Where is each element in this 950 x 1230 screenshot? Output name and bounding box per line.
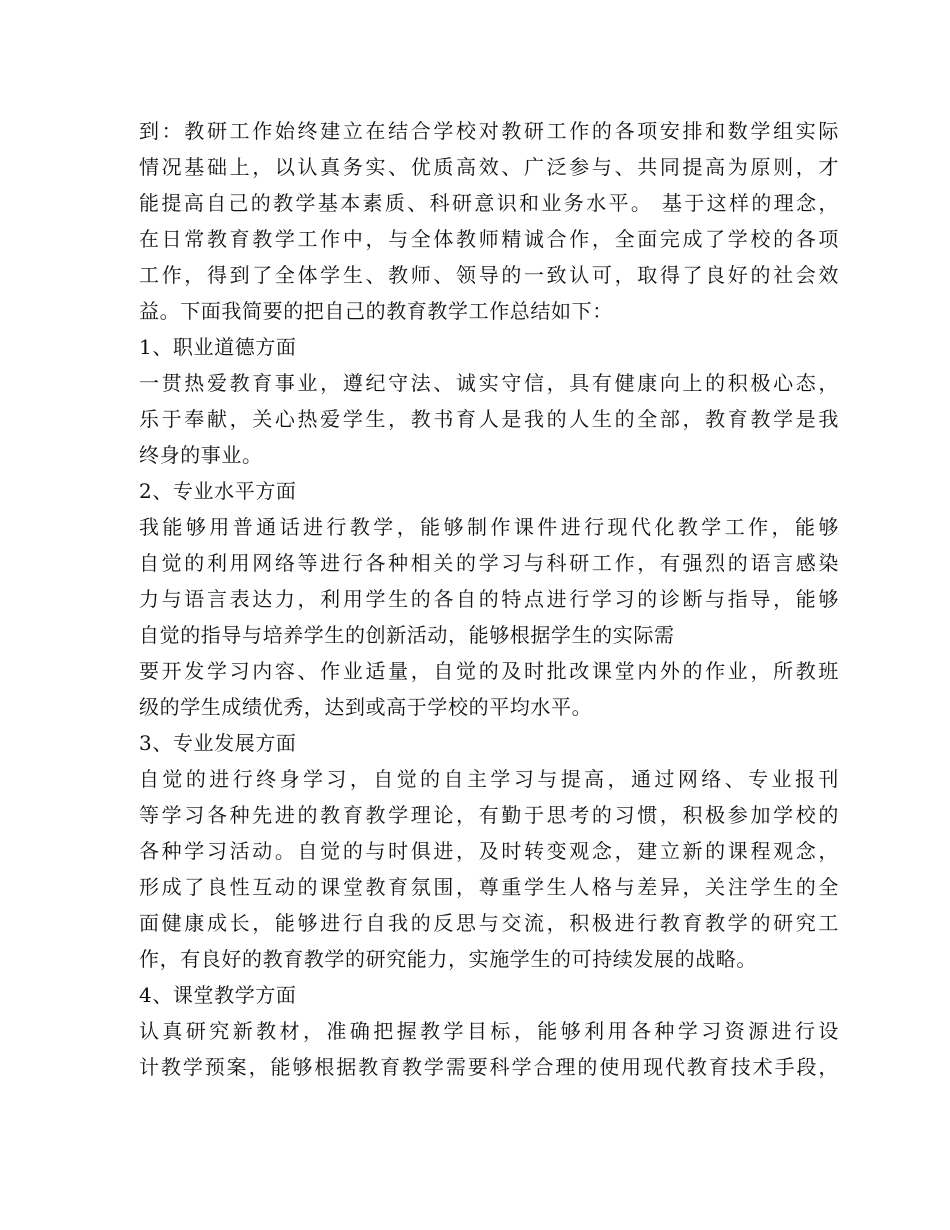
text-line: 级的学生成绩优秀，达到或高于学校的平均水平。	[139, 695, 593, 719]
text-line: 自觉的进行终身学习，自觉的自主学习与提高，通过网络、专业报刊	[139, 767, 839, 791]
text-line: 计教学预案，能够根据教育教学需要科学合理的使用现代教育技术手段，	[139, 1055, 839, 1079]
text-line: 终身的事业。	[139, 443, 263, 467]
text-line: 面健康成长，能够进行自我的反思与交流，积极进行教育教学的研究工	[139, 911, 839, 935]
text-line: 自觉的利用网络等进行各种相关的学习与科研工作，有强烈的语言感染	[139, 551, 839, 575]
text-line: 到：教研工作始终建立在结合学校对教研工作的各项安排和数学组实际	[139, 119, 839, 143]
section-heading-classroom-teaching: 4、课堂教学方面	[139, 983, 297, 1007]
text-line: 工作，得到了全体学生、教师、领导的一致认可，取得了良好的社会效	[139, 263, 839, 287]
text-line: 乐于奉献，关心热爱学生，教书育人是我的人生的全部，教育教学是我	[139, 407, 839, 431]
text-line: 力与语言表达力，利用学生的各自的特点进行学习的诊断与指导，能够	[139, 587, 839, 611]
text-line: 能提高自己的教学基本素质、科研意识和业务水平。 基于这样的理念，	[139, 191, 839, 215]
text-line: 益。下面我简要的把自己的教育教学工作总结如下：	[139, 299, 613, 323]
text-line: 一贯热爱教育事业，遵纪守法、诚实守信，具有健康向上的积极心态，	[139, 371, 839, 395]
body-text	[139, 113, 839, 1085]
text-line: 形成了良性互动的课堂教育氛围，尊重学生人格与差异，关注学生的全	[139, 875, 839, 899]
text-line: 等学习各种先进的教育教学理论，有勤于思考的习惯，积极参加学校的	[139, 803, 839, 827]
section-heading-professional-level: 2、专业水平方面	[139, 479, 297, 503]
text-line: 各种学习活动。自觉的与时俱进，及时转变观念，建立新的课程观念，	[139, 839, 839, 863]
text-line: 作，有良好的教育教学的研究能力，实施学生的可持续发展的战略。	[139, 947, 757, 971]
section-heading-professional-development: 3、专业发展方面	[139, 731, 297, 755]
text-line: 自觉的指导与培养学生的创新活动，能够根据学生的实际需	[139, 623, 675, 647]
section-heading-professional-ethics: 1、职业道德方面	[139, 335, 297, 359]
text-line: 情况基础上，以认真务实、优质高效、广泛参与、共同提高为原则，才	[139, 155, 839, 179]
text-line: 我能够用普通话进行教学，能够制作课件进行现代化教学工作，能够	[139, 515, 839, 539]
text-line: 认真研究新教材，准确把握教学目标，能够利用各种学习资源进行设	[139, 1019, 839, 1043]
text-line: 要开发学习内容、作业适量，自觉的及时批改课堂内外的作业，所教班	[139, 659, 839, 683]
text-line: 在日常教育教学工作中，与全体教师精诚合作，全面完成了学校的各项	[139, 227, 839, 251]
